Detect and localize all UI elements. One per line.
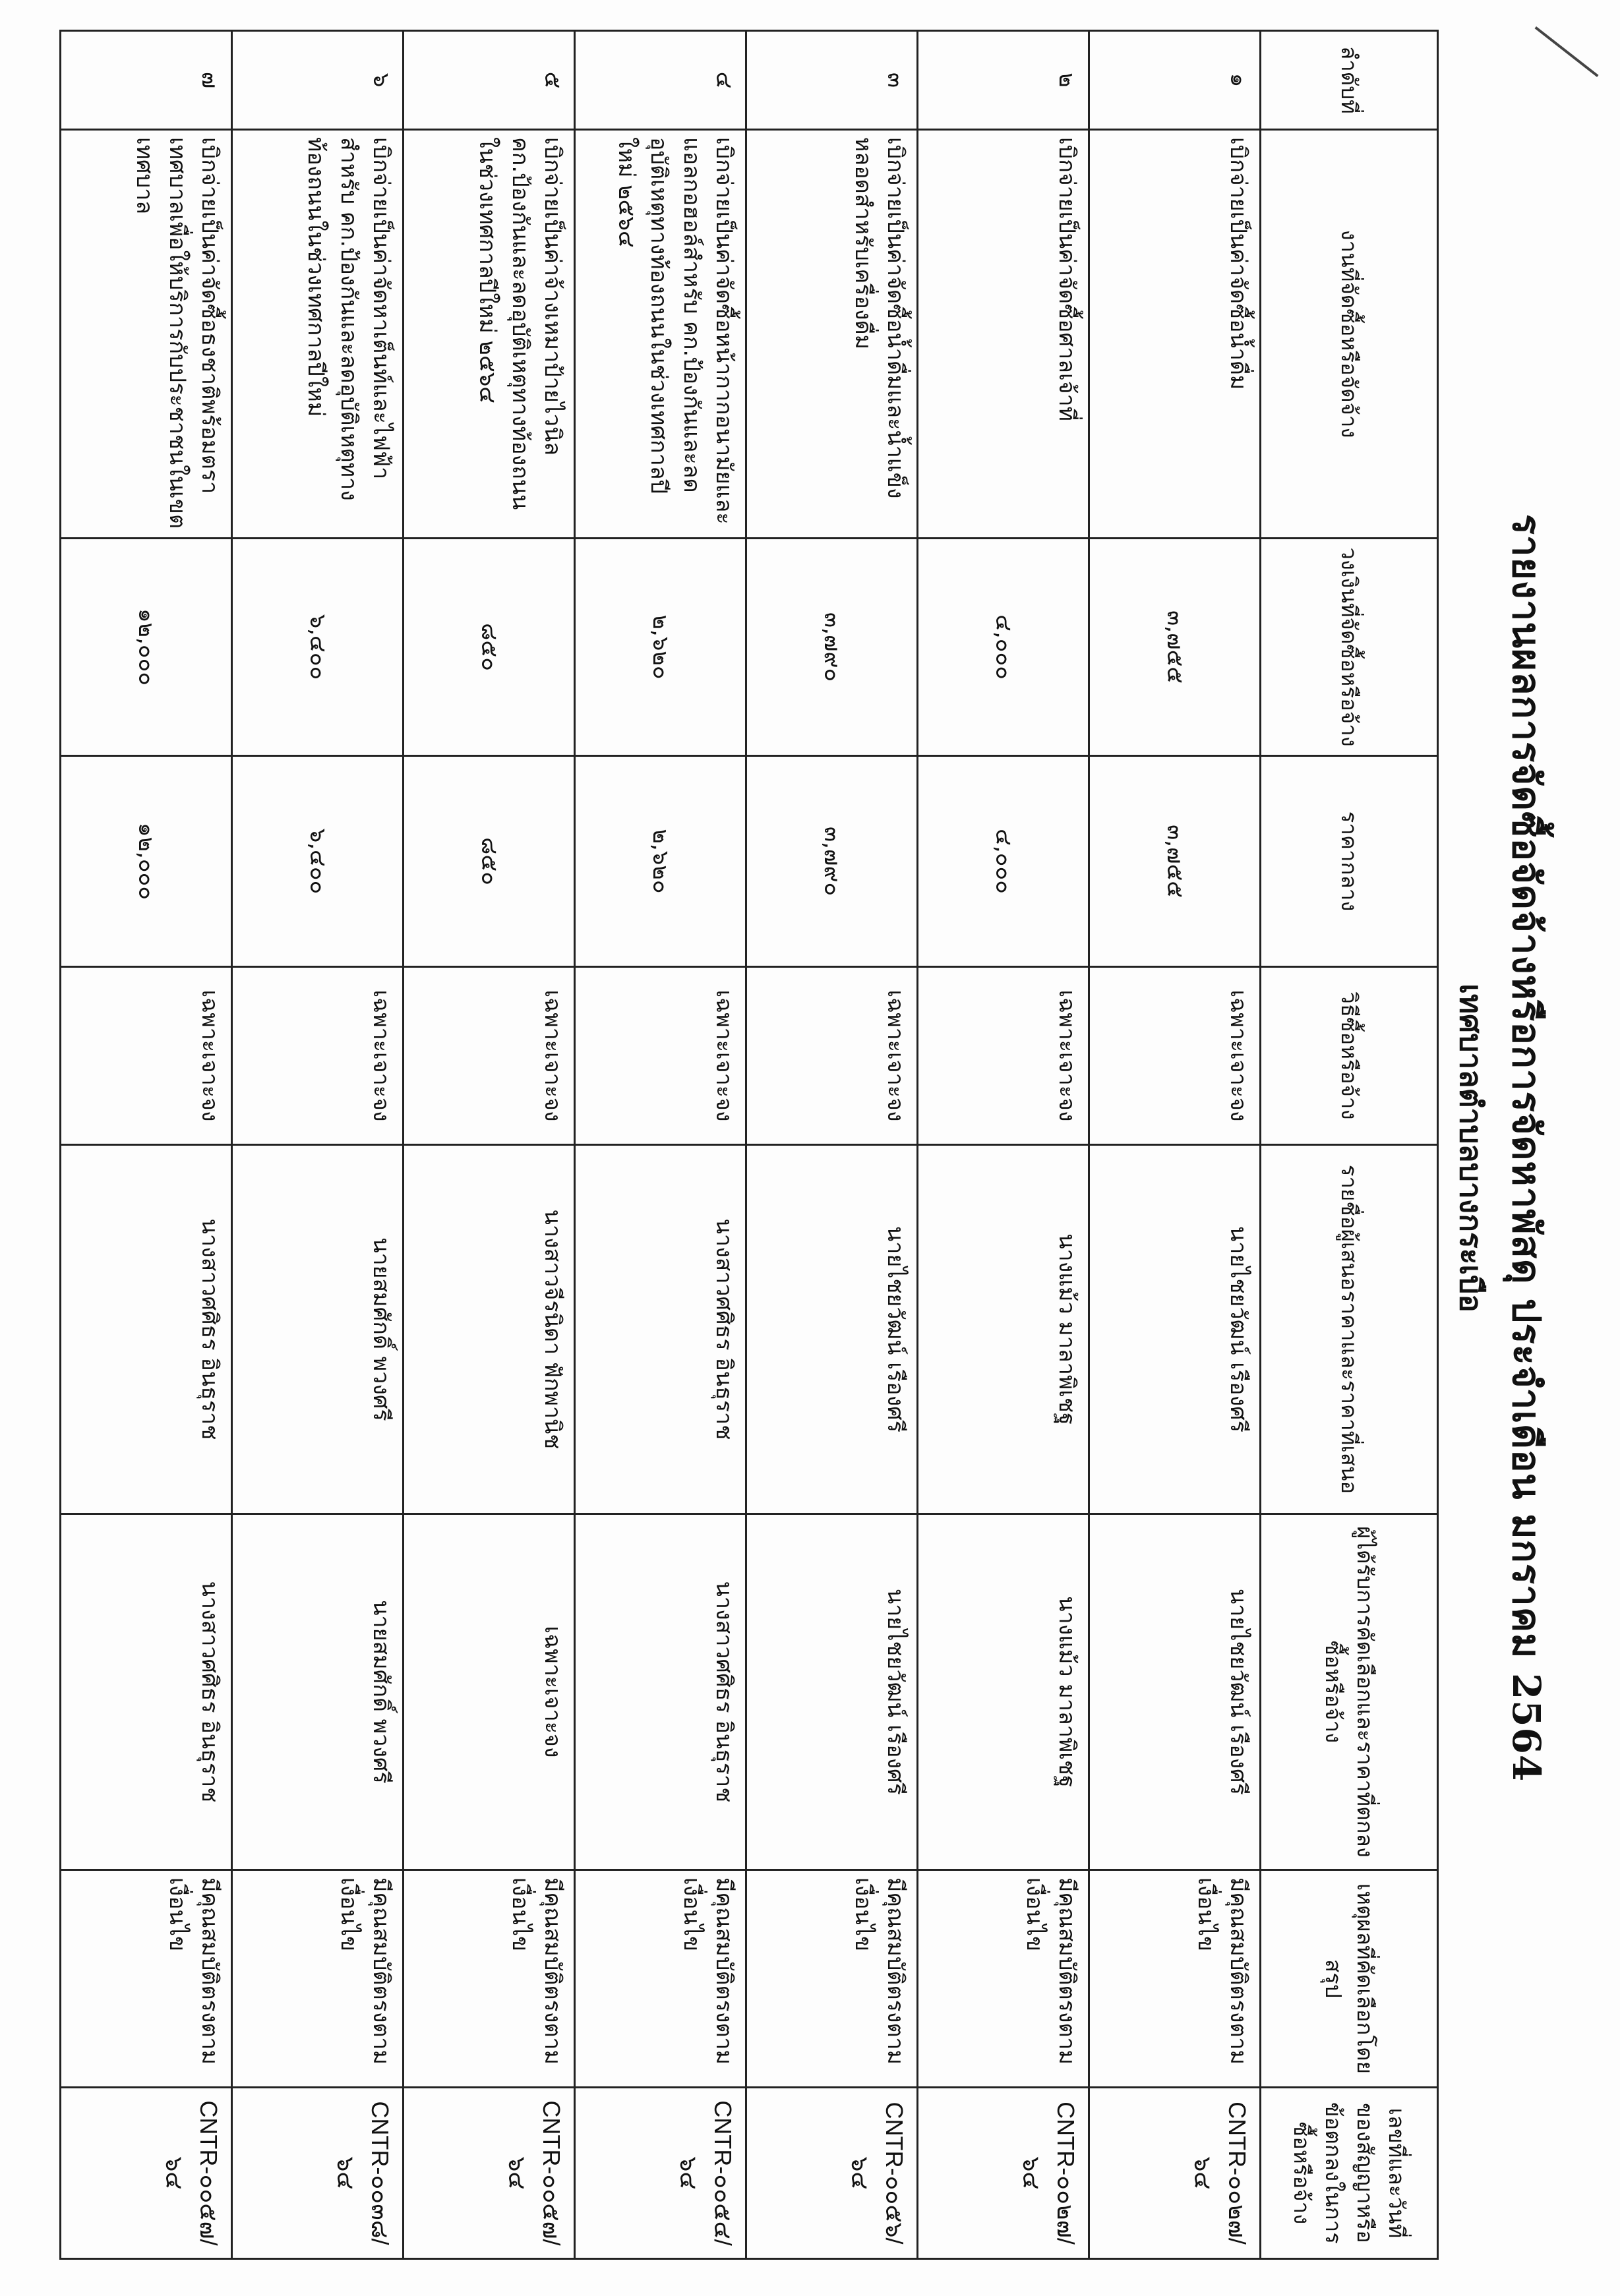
cell-budget: ๖,๔๐๐ bbox=[232, 539, 404, 756]
cell-median-price: ๔,๐๐๐ bbox=[918, 756, 1089, 967]
cell-reason: มีคุณสมบัติตรงตามเงื่อนไข bbox=[232, 1870, 404, 2088]
header-median-price: ราคากลาง bbox=[1261, 756, 1438, 967]
cell-method: เฉพาะเจาะจง bbox=[232, 967, 404, 1145]
cell-no: ๔ bbox=[575, 31, 746, 130]
cell-winner: เฉพาะเจาะจง bbox=[404, 1514, 575, 1870]
table-row bbox=[918, 31, 1089, 2259]
cell-no: ๗ bbox=[61, 31, 232, 130]
table-row bbox=[746, 31, 918, 2259]
cell-bidders: นายสมศักดิ์ พวงศรี bbox=[232, 1145, 404, 1514]
cell-item: เบิกจ่ายเป็นค่าจัดซื้อธงชาติพร้อมตราเทศบาลเพื่อให้บริการกับประชาชนในเขตเทศบาล bbox=[61, 130, 232, 539]
cell-method: เฉพาะเจาะจง bbox=[61, 967, 232, 1145]
cell-bidders: นางสาวศศิธร อินธุราช bbox=[61, 1145, 232, 1514]
cell-median-price: ๒,๖๒๐ bbox=[575, 756, 746, 967]
procurement-table bbox=[59, 30, 1439, 2260]
cell-no: ๓ bbox=[746, 31, 918, 130]
cell-budget: ๔,๐๐๐ bbox=[918, 539, 1089, 756]
cell-item: เบิกจ่ายเป็นค่าจ้างเหมาป้ายไวนิล คก.ป้องกันและลดอุบัติเหตุทางท้องถนนในช่วงเทศกาลปีใหม่ ๒๕๖๔ bbox=[404, 130, 575, 539]
cell-method: เฉพาะเจาะจง bbox=[746, 967, 918, 1145]
cell-reason: มีคุณสมบัติตรงตามเงื่อนไข bbox=[1089, 1870, 1261, 2088]
document-title: รายงานผลการจัดซื้อจัดจ้างหรือการจัดหาพัสดุ ประจำเดือน มกราคม 2564 bbox=[1504, 514, 1549, 1782]
cell-bidders: นางแม้ว มาลาพิเชฐ bbox=[918, 1145, 1089, 1514]
cell-budget: ๓,๗๙๐ bbox=[746, 539, 918, 756]
cell-contract: CNTR-๐๐๒๗/๖๔ bbox=[1089, 2088, 1261, 2259]
table-row bbox=[61, 31, 232, 2259]
cell-winner: นายไชยวัฒน์ เรืองศรี bbox=[1089, 1514, 1261, 1870]
cell-method: เฉพาะเจาะจง bbox=[1089, 967, 1261, 1145]
header-no: ลำดับที่ bbox=[1261, 31, 1438, 130]
cell-reason: มีคุณสมบัติตรงตามเงื่อนไข bbox=[61, 1870, 232, 2088]
cell-median-price: ๘๕๐ bbox=[404, 756, 575, 967]
cell-method: เฉพาะเจาะจง bbox=[404, 967, 575, 1145]
organization-name: เทศบาลตำบลบางกระเบือ bbox=[1453, 984, 1489, 1312]
cell-winner: นางสาวศศิธร อินธุราช bbox=[61, 1514, 232, 1870]
cell-contract: CNTR-๐๐๒๗/๖๔ bbox=[918, 2088, 1089, 2259]
header-method: วิธีซื้อหรือจ้าง bbox=[1261, 967, 1438, 1145]
header-row bbox=[1261, 31, 1438, 2259]
cell-winner: นายไชยวัฒน์ เรืองศรี bbox=[746, 1514, 918, 1870]
cell-no: ๖ bbox=[232, 31, 404, 130]
header-reason: เหตุผลที่คัดเลือกโดยสรุป bbox=[1261, 1870, 1438, 2088]
cell-winner: นายสมศักดิ์ พวงศรี bbox=[232, 1514, 404, 1870]
cell-median-price: ๓,๗๙๐ bbox=[746, 756, 918, 967]
cell-reason: มีคุณสมบัติตรงตามเงื่อนไข bbox=[575, 1870, 746, 2088]
cell-no: ๕ bbox=[404, 31, 575, 130]
cell-method: เฉพาะเจาะจง bbox=[918, 967, 1089, 1145]
cell-winner: นางสาวศศิธร อินธุราช bbox=[575, 1514, 746, 1870]
cell-reason: มีคุณสมบัติตรงตามเงื่อนไข bbox=[404, 1870, 575, 2088]
cell-contract: CNTR-๐๐๕๗/๖๔ bbox=[404, 2088, 575, 2259]
cell-item: เบิกจ่ายเป็นค่าจัดซื้อน้ำดื่ม bbox=[1089, 130, 1261, 539]
header-bidders: รายชื่อผู้เสนอราคาและราคาที่เสนอ bbox=[1261, 1145, 1438, 1514]
cell-budget: ๑๒,๐๐๐ bbox=[61, 539, 232, 756]
table-row bbox=[404, 31, 575, 2259]
cell-item: เบิกจ่ายเป็นค่าจัดหาเต็นท์และไฟฟ้าสำหรับ คก.ป้องกันและลดอุบัติเหตุทางท้องถนนในช่วงเทศกาลปีใหม่ bbox=[232, 130, 404, 539]
cell-median-price: ๖,๔๐๐ bbox=[232, 756, 404, 967]
cell-winner: นางแม้ว มาลาพิเชฐ bbox=[918, 1514, 1089, 1870]
header-item: งานที่จัดซื้อหรือจัดจ้าง bbox=[1261, 130, 1438, 539]
cell-bidders: นางสาวศศิธร อินธุราช bbox=[575, 1145, 746, 1514]
cell-no: ๑ bbox=[1089, 31, 1261, 130]
cell-budget: ๓,๗๕๕ bbox=[1089, 539, 1261, 756]
table-row bbox=[575, 31, 746, 2259]
cell-reason: มีคุณสมบัติตรงตามเงื่อนไข bbox=[918, 1870, 1089, 2088]
header-contract: เลขที่และวันที่ของสัญญาหรือข้อตกลงในการซื้อหรือจ้าง bbox=[1261, 2088, 1438, 2259]
table-row bbox=[1089, 31, 1261, 2259]
cell-item: เบิกจ่ายเป็นค่าจัดซื้อน้ำดื่มและน้ำแข็งหลอดสำหรับเครื่องดื่ม bbox=[746, 130, 918, 539]
cell-budget: ๒,๖๒๐ bbox=[575, 539, 746, 756]
header-budget: วงเงินที่จัดซื้อหรือจ้าง bbox=[1261, 539, 1438, 756]
cell-item: เบิกจ่ายเป็นค่าจัดซื้อหน้ากากอนามัยและแอลกอฮอล์สำหรับ คก.ป้องกันและลดอุบัติเหตุทางท้องถนนในช่วงเทศกาลปีใหม่ ๒๕๖๔ bbox=[575, 130, 746, 539]
cell-contract: CNTR-๐๐๓๘/๖๔ bbox=[232, 2088, 404, 2259]
cell-bidders: นางสาวจีรนิดา ฟักพานิช bbox=[404, 1145, 575, 1514]
cell-median-price: ๓,๗๕๕ bbox=[1089, 756, 1261, 967]
cell-no: ๒ bbox=[918, 31, 1089, 130]
cell-reason: มีคุณสมบัติตรงตามเงื่อนไข bbox=[746, 1870, 918, 2088]
cell-bidders: นายไชยวัฒน์ เรืองศรี bbox=[746, 1145, 918, 1514]
cell-contract: CNTR-๐๐๕๖/๖๔ bbox=[746, 2088, 918, 2259]
table-row bbox=[232, 31, 404, 2259]
header-winner: ผู้ได้รับการคัดเลือกและราคาที่ตกลงซื้อหรือจ้าง bbox=[1261, 1514, 1438, 1870]
cell-method: เฉพาะเจาะจง bbox=[575, 967, 746, 1145]
cell-median-price: ๑๒,๐๐๐ bbox=[61, 756, 232, 967]
cell-item: เบิกจ่ายเป็นค่าจัดซื้อศาลเจ้าที่ bbox=[918, 130, 1089, 539]
cell-bidders: นายไชยวัฒน์ เรืองศรี bbox=[1089, 1145, 1261, 1514]
cell-contract: CNTR-๐๐๕๔/๖๔ bbox=[575, 2088, 746, 2259]
cell-contract: CNTR-๐๐๕๗/๖๔ bbox=[61, 2088, 232, 2259]
cell-budget: ๘๕๐ bbox=[404, 539, 575, 756]
